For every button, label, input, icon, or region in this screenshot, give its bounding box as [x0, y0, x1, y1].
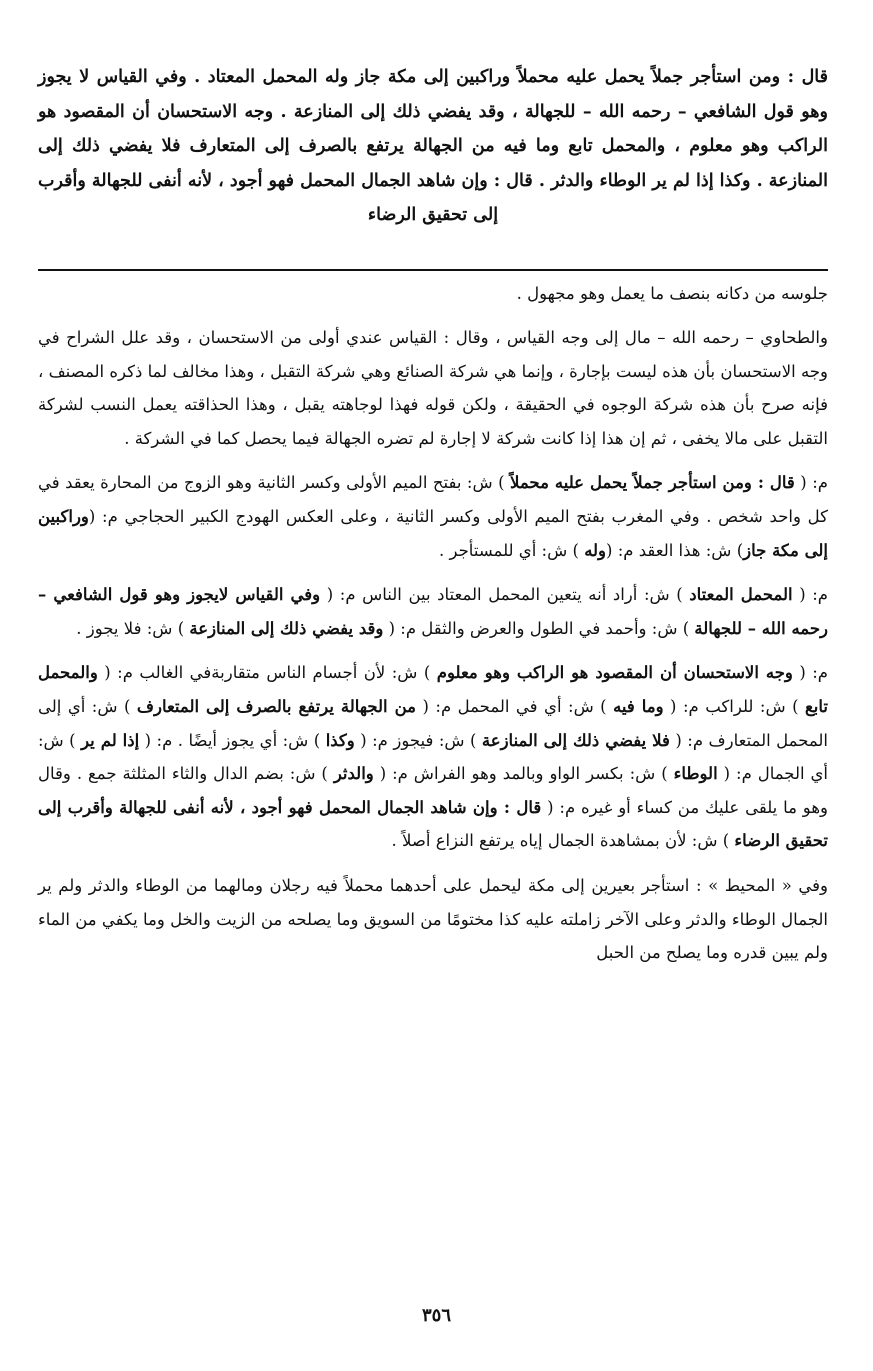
quoted-main-text: وقد يفضي ذلك إلى المنازعة: [189, 618, 384, 638]
commentary-text: م: (: [794, 473, 828, 493]
commentary-text: ) ش: أراد أنه يتعين المحمل المعتاد بين الناس م: (: [320, 585, 690, 605]
commentary-text: ) ش: لأن بمشاهدة الجمال إياه يرتفع النزاع أصلاً .: [391, 831, 735, 851]
commentary-paragraph: [38, 869, 828, 970]
commentary-text: جلوسه من دكانه بنصف ما يعمل وهو مجهول .: [516, 283, 828, 303]
commentary-text: ) ش: أي في المحمل م: (: [416, 697, 614, 717]
commentary-text: ) ش: بفتح الميم الأولى وكسر الثانية وهو الزوج من المحارة يعقد في كل واحد شخص . وفي المغرب بفتح الميم الأولى وكسر الثانية ، وعلى العكس الهودج الكبير الحجاجي م: (: [38, 473, 828, 527]
commentary-paragraph: [38, 578, 828, 645]
quoted-main-text: والمحمل تابع: [38, 663, 828, 717]
page-number: ٣٥٦: [421, 1305, 451, 1326]
quoted-main-text: إذا لم ير: [81, 730, 140, 750]
quoted-main-text: من الجهالة يرتفع بالصرف إلى المتعارف: [136, 697, 417, 717]
commentary-paragraph: [38, 656, 828, 858]
quoted-main-text: فلا يفضي ذلك إلى المنازعة: [481, 730, 670, 750]
quoted-main-text: وما فيه: [613, 697, 664, 717]
commentary-text: ) ش: أي يجوز أيضًا . م: (: [139, 730, 326, 750]
quoted-main-text: وجه الاستحسان أن المقصود هو الراكب وهو معلوم: [436, 663, 793, 683]
quoted-main-text: وله: [584, 540, 607, 560]
commentary-text: ) ش: فيجوز م: (: [354, 730, 482, 750]
commentary-text: ) ش: وأحمد في الطول والعرض والثقل م: (: [383, 618, 695, 638]
quoted-main-text: قال : وإن شاهد الجمال المحمل فهو أجود ، لأنه أنفى للجهالة وأقرب إلى تحقيق الرضاء: [38, 797, 828, 851]
commentary-text: ) ش: هذا العقد م: (: [606, 540, 744, 560]
quoted-main-text: المحمل المعتاد: [689, 585, 793, 605]
quoted-main-text: وكذا: [325, 730, 355, 750]
quoted-main-text: قال : ومن استأجر جملاً يحمل عليه محملاً: [510, 473, 795, 493]
commentary-text: م: (: [792, 585, 829, 605]
commentary-text: ) ش: أي الجمال م: (: [38, 730, 828, 784]
commentary-text: م: (: [792, 663, 829, 683]
commentary-text: وفي « المحيط » : استأجر بعيرين إلى مكة ليحمل على أحدهما محملاً فيه رجلان ومالهما من الوطاء والدثر ولم ير الجمال الوطاء والدثر وعلى الآخر زاملته عليه كذا مختومًا من السويق وما يصلحه من الزيت والخل وما يكفي من الماء ولم يبين قدره وما يصلح من الحبل: [38, 876, 829, 963]
separator-rule: [38, 269, 828, 271]
commentary-paragraph: [38, 321, 828, 455]
main-text-block: قال : ومن استأجر جملاً يحمل عليه محملاً وراكبين إلى مكة جاز وله المحمل المعتاد . وفي القياس لا يجوز وهو قول الشافعي – رحمه الله – للجهالة ، وقد يفضي ذلك إلى المنازعة . وجه الاستحسان أن المقصود هو الراكب وهو معلوم ، والمحمل تابع وما فيه من الجهالة يرتفع بالصرف إلى المتعارف فلا يفضي ذلك إلى المنازعة . وكذا إذا لم ير الوطاء والدثر . قال : وإن شاهد الجمال المحمل فهو أجود ، لأنه أنفى للجهالة وأقرب إلى تحقيق الرضاء: [38, 67, 828, 225]
commentary-text: ) ش: فلا يجوز .: [76, 618, 190, 638]
quoted-main-text: والدثر: [333, 764, 374, 784]
commentary-text: ) ش: بضم الدال والثاء المثلثة جمع . وقال وهو ما يلقى عليك من كساء أو غيره م: (: [38, 764, 829, 817]
commentary-paragraph: [38, 466, 828, 567]
commentary-text: ) ش: للراكب م: (: [663, 697, 805, 717]
quoted-main-text: الوطاء: [673, 764, 718, 784]
commentary-paragraph: [38, 277, 828, 311]
commentary-text: والطحاوي – رحمه الله – مال إلى وجه القياس ، وقال : القياس عندي أولى من الاستحسان ، وقد علل الشراح في وجه الاستحسان بأن هذه ليست بإجارة ، وإنما هي شركة الصنائع وهي شركة التقبل ، وهذا مخالف لما ذكره المصنف ، فإنه صرح بأن هذه شركة الوجوه في الحقيقة ، ولكن قوله فهذا لوجاهته يقبل ، وهذا الحذاقته يعمل النسب لشركة التقبل على مالا يخفى ، ثم إن هذا إذا كانت شركة لا إجارة لم تضره الجهالة فيما يحصل كما في الشركة .: [38, 328, 828, 448]
commentary-text: ) ش: بكسر الواو وبالمد وهو الفراش م: (: [373, 764, 674, 784]
commentary-text: ) ش: أي للمستأجر .: [439, 540, 585, 560]
commentary-text: ) ش: أي إلى المحمل المتعارف م: (: [38, 697, 828, 750]
document-page: [38, 60, 828, 981]
commentary-section: [38, 277, 828, 970]
quoted-main-text: وفي القياس لايجوز وهو قول الشافعي – رحمه الله – للجهالة: [38, 585, 828, 638]
commentary-text: ) ش: لأن أجسام الناس متقاربةفي الغالب م: (: [97, 663, 437, 683]
quoted-main-text: وراكبين إلى مكة جاز: [38, 507, 828, 560]
